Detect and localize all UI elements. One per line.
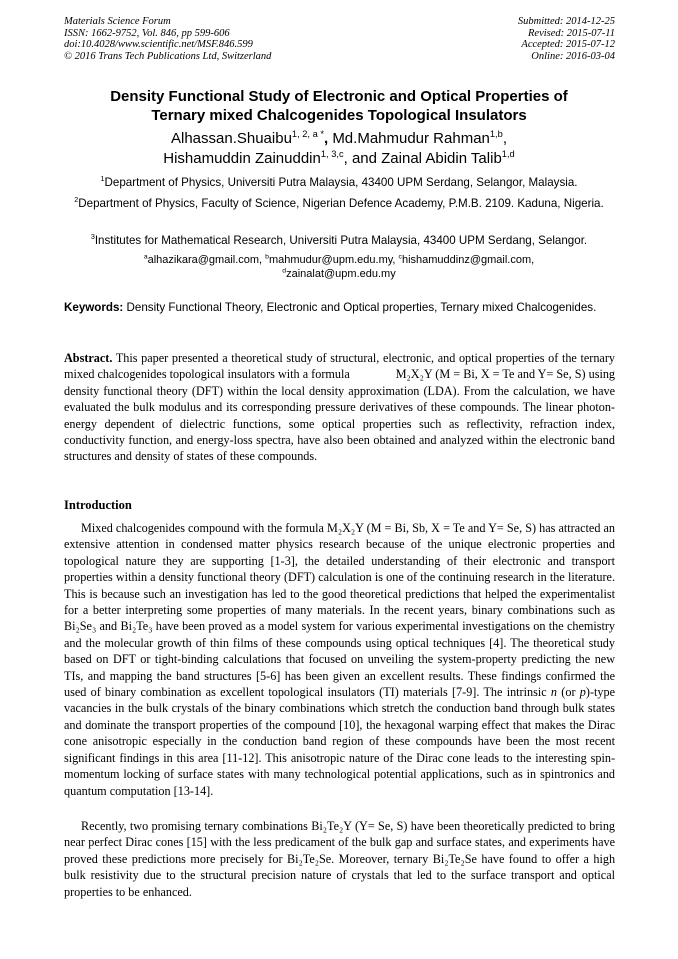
author-line-1: Alhassan.Shuaibu$^{1, 2, a *}$, Md.Mahmudur Rahman$^{1,b}$, bbox=[170, 129, 507, 147]
accepted-date: Accepted: 2015-07-12 bbox=[521, 39, 615, 51]
intro-text: Moreover, ternary bbox=[338, 851, 429, 866]
email-mark: b bbox=[265, 253, 269, 261]
intro-formula: Bi₂Te₃ bbox=[120, 619, 153, 634]
intro-formula: Bi₂Te₂Se bbox=[432, 851, 477, 866]
author-name: Md.Mahmudur Rahman bbox=[332, 130, 490, 147]
intro-text: have been proved as a model system for various experimental investigations on the chemistry and the molecular growth of thin films of these compounds using optical techniques [4]. The theoretical study based on DFT or tight-binding calculations that focused on unveiling the system-property predicting the new TIs, and mapping the band structures [5-6] has been given an excellent results. These findings confirmed the used of binary combination as excellent topological insulators (TI) materials [7-9]. The intrinsic bbox=[64, 619, 616, 700]
introduction-heading: Introduction bbox=[64, 498, 132, 512]
publication-info bbox=[64, 16, 271, 62]
author-line-2: Hishamuddin Zainuddin$^{1, 3,c}$, and Zainal Abidin Talib$^{1,d}$ bbox=[163, 149, 515, 167]
affiliation-3 bbox=[64, 233, 614, 249]
keywords-text: Density Functional Theory, Electronic and Optical properties, Ternary mixed Chalcogenides. bbox=[126, 301, 597, 314]
abstract-formula: M₂X₂Y bbox=[395, 367, 433, 382]
publication-dates bbox=[518, 16, 615, 62]
author-list bbox=[64, 129, 614, 169]
author-affil-mark: 1,d bbox=[501, 149, 515, 159]
intro-formula: M₂X₂Y bbox=[326, 521, 364, 535]
intro-formula: Bi₂Te₂Se. bbox=[286, 851, 335, 866]
affiliation-text: Department of Physics, Universiti Putra Malaysia, 43400 UPM Serdang, Selangor, Malaysia. bbox=[104, 176, 578, 189]
abstract-text-2: (M = Bi, X = Te and Y= Se, S) using density functional theory (DFT) within the local density approximation (LDA). From the calculation, we have evaluated the bulk modulus and its corresponding pressure derivatives of these compounds. The linear photon-energy dependent of dielectric functions, some optical properties such as reflectivity, refraction index, conductivity function, and energy-loss spectra, have also been obtained and analyzed within the electronic band structures and density of states of these compounds. bbox=[64, 367, 616, 464]
email-mark: c bbox=[398, 253, 402, 261]
affiliation-number: 1 bbox=[100, 174, 105, 184]
intro-text: )-type vacancies in the bulk crystals of the binary combinations which stretch the conduction band through bulk states and dominate the transport properties of the compound [10], the hexagonal warping effect that makes the Dirac cone anisotropic especially in the conduction band region of these compounds have been the most recent significant findings in this area [11-12]. This anisotropic nature of the Dirac cone leads to the interesting spin-momentum locking of surface states with many technological potential applications, such as in spintronics and quantum computation [13-14]. bbox=[64, 685, 615, 798]
affiliation-number: 3 bbox=[90, 232, 95, 242]
email-mark: a bbox=[143, 253, 148, 261]
email-link[interactable]: alhazikara@gmail.com, bbox=[147, 254, 263, 266]
author-name: and Zainal Abidin Talib bbox=[351, 150, 502, 167]
affiliation-number: 2 bbox=[74, 195, 79, 205]
intro-text: have found to offer a high bulk resistivity due to the structural precision nature of crystals that led to the surface transport and optical properties to be enhanced. bbox=[64, 851, 616, 899]
author-affil-mark: 1, 2, a * bbox=[291, 129, 324, 139]
affiliation-2 bbox=[64, 196, 614, 212]
introduction-paragraph-2 bbox=[64, 818, 615, 900]
email-list bbox=[64, 253, 614, 281]
title-line-2: Ternary mixed Chalcogenides Topological Insulators bbox=[151, 107, 527, 124]
email-link[interactable]: hishamuddinz@gmail.com, bbox=[401, 254, 535, 266]
intro-formula: Bi₂Se₃ bbox=[64, 619, 97, 634]
doi-line[interactable]: doi:10.4028/www.scientific.net/MSF.846.599 bbox=[64, 39, 253, 51]
intro-text: Recently, two promising ternary combinations bbox=[81, 819, 308, 833]
author-name: Alhassan.Shuaibu bbox=[170, 130, 292, 147]
affiliation-text: Institutes for Mathematical Research, Universiti Putra Malaysia, 43400 UPM Serdang, Selangor. bbox=[94, 234, 588, 247]
abstract-label: Abstract. bbox=[64, 351, 113, 365]
intro-text: (Y= Se, S) have been theoretically predicted to bring near perfect Dirac cones [15] with the less predicament of the bulk gap and surface states, and experiments have proved these predictions more precisely for bbox=[64, 819, 616, 866]
intro-text: (or bbox=[561, 685, 576, 700]
online-date: Online: 2016-03-04 bbox=[531, 50, 615, 62]
copyright-line: © 2016 Trans Tech Publications Ltd, Switzerland bbox=[64, 50, 272, 62]
journal-name: Materials Science Forum bbox=[64, 16, 171, 27]
intro-formula: Bi₂Te₂Y bbox=[311, 819, 352, 833]
intro-text: and bbox=[99, 619, 118, 634]
author-affil-mark: 1,b bbox=[489, 129, 503, 139]
affiliation-text: Department of Physics, Faculty of Science, Nigerian Defence Academy, P.M.B. 2109. Kaduna, Nigeria. bbox=[78, 197, 604, 210]
submitted-date: Submitted: 2014-12-25 bbox=[517, 16, 615, 27]
issn-line: ISSN: 1662-9752, Vol. 846, pp 599-606 bbox=[64, 27, 230, 39]
keywords-label: Keywords: bbox=[64, 301, 124, 314]
intro-italic: p bbox=[579, 685, 586, 700]
intro-text: Mixed chalcogenides compound with the formula bbox=[81, 521, 324, 535]
affiliation-1 bbox=[64, 175, 614, 191]
author-name: Hishamuddin Zainuddin bbox=[163, 150, 321, 167]
intro-text: (M = Bi, Sb, X = Te and Y= Se, S) has attracted an extensive attention in condensed matter physics research because of the unique electronic properties and topological nature they are supporting [1-3], the detailed understanding of their electronic and transport properties within a density functional theory (DFT) calculation is one of the continuing research in the literature. This is because such an investigation has led to the good theoretical predictions that helped the experimentalist for a better interpreting some properties of many materials. In the recent years, binary combinations such as bbox=[64, 521, 616, 618]
title-line-1: Density Functional Study of Electronic and Optical Properties of bbox=[110, 88, 568, 105]
email-link[interactable]: zainalat@upm.edu.my bbox=[286, 268, 396, 280]
revised-date: Revised: 2015-07-11 bbox=[528, 27, 615, 39]
keywords-section bbox=[64, 300, 614, 316]
email-mark: d bbox=[282, 267, 287, 275]
author-affil-mark: 1, 3,c bbox=[320, 149, 344, 159]
email-link[interactable]: mahmudur@upm.edu.my, bbox=[268, 254, 396, 266]
intro-italic: n bbox=[550, 685, 558, 700]
abstract-text-1: This paper presented a theoretical study of structural, electronic, and optical properties of the ternary mixed chalcogenides topological insulators with a formula bbox=[64, 351, 615, 382]
paper-title bbox=[64, 87, 614, 125]
abstract-section bbox=[64, 350, 615, 465]
introduction-paragraph-1 bbox=[64, 520, 615, 799]
